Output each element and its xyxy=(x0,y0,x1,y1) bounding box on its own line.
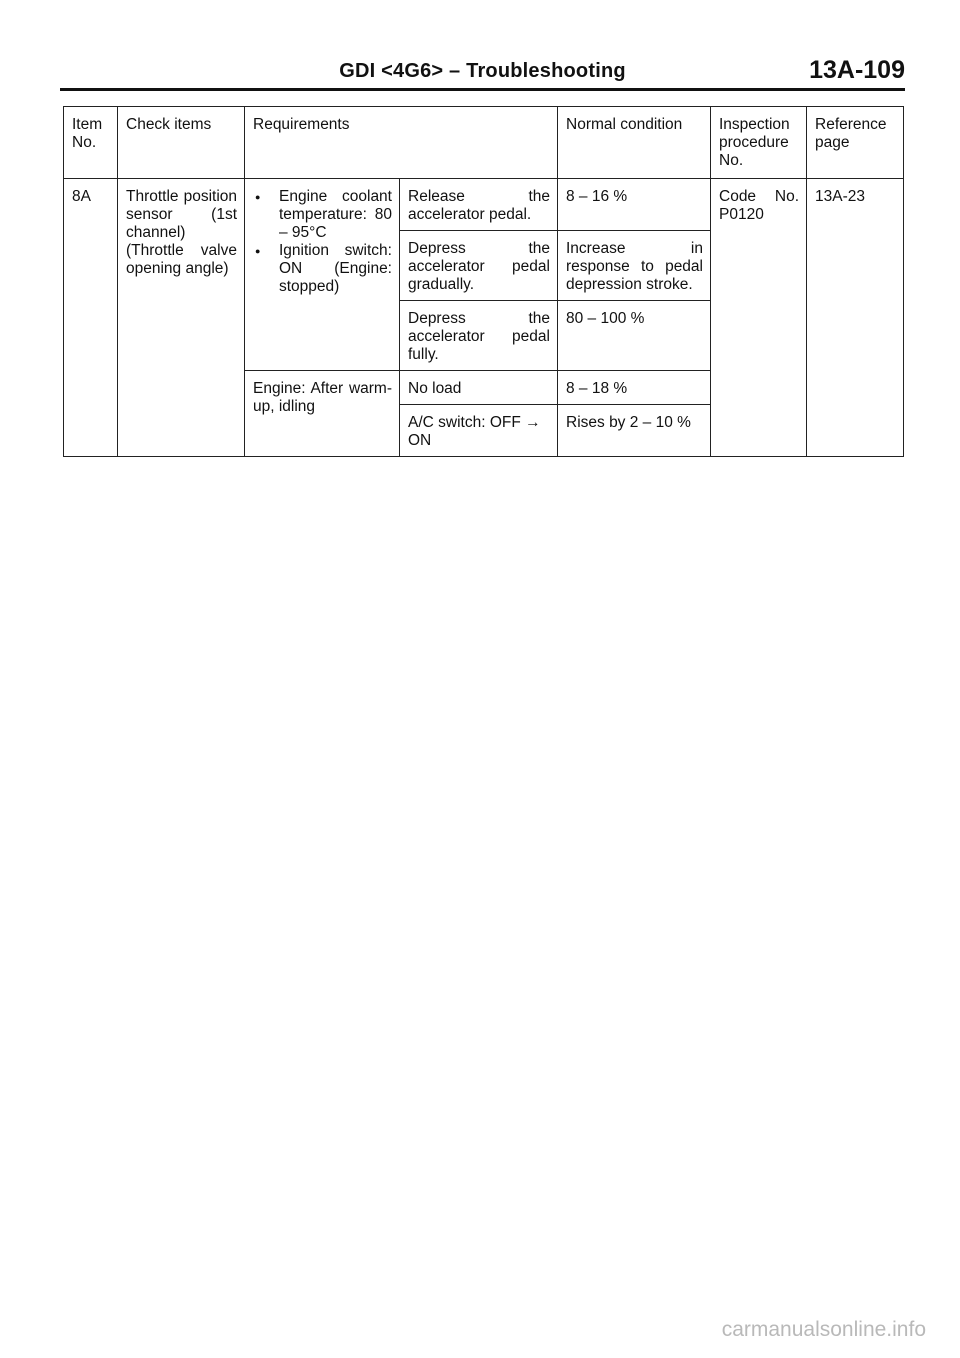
normal-cell: Increase in response to pedal depression stroke. xyxy=(558,231,711,301)
troubleshooting-table xyxy=(63,106,904,457)
requirements-cell xyxy=(245,179,400,371)
inspection-procedure-cell: Code No. P0120 xyxy=(711,179,807,457)
header-requirements: Requirements xyxy=(245,107,558,179)
right-arrow-icon: → xyxy=(525,414,541,431)
header-rule xyxy=(60,88,905,91)
engine-requirement-cell: Engine: After warm-up, idling xyxy=(245,371,400,457)
requirement-item: ● Ignition switch: ON (Engine: stopped) xyxy=(253,242,392,296)
ac-switch-on-text: ON xyxy=(408,432,432,449)
item-no-cell: 8A xyxy=(64,179,118,457)
normal-cell: Rises by 2 – 10 % xyxy=(558,405,711,457)
normal-cell: 8 – 16 % xyxy=(558,179,711,231)
header-normal-condition: Normal condition xyxy=(558,107,711,179)
watermark: carmanualsonline.info xyxy=(721,1318,926,1341)
page-number: 13A-109 xyxy=(809,56,905,84)
ac-switch-text: A/C switch: OFF xyxy=(408,414,521,431)
page-title: GDI <4G6> – Troubleshooting xyxy=(339,60,626,82)
table-header-row xyxy=(64,107,904,179)
condition-cell: Release the accelerator pedal. xyxy=(400,179,558,231)
normal-cell: 80 – 100 % xyxy=(558,301,711,371)
page-header xyxy=(60,56,905,90)
normal-cell: 8 – 18 % xyxy=(558,371,711,405)
header-item-no: Item No. xyxy=(64,107,118,179)
condition-cell: Depress the accelerator pedal fully. xyxy=(400,301,558,371)
header-inspection-procedure: Inspection procedure No. xyxy=(711,107,807,179)
requirements-list xyxy=(253,188,392,296)
header-check-items: Check items xyxy=(118,107,245,179)
header-reference-page: Reference page xyxy=(807,107,904,179)
condition-cell: No load xyxy=(400,371,558,405)
check-item-cell: Throttle position sensor (1st channel) (Throttle valve opening angle) xyxy=(118,179,245,457)
reference-page-cell: 13A-23 xyxy=(807,179,904,457)
table-row xyxy=(64,179,904,231)
condition-cell xyxy=(400,405,558,457)
condition-cell: Depress the accelerator pedal gradually. xyxy=(400,231,558,301)
requirement-item: ● Engine coolant temperature: 80 – 95°C xyxy=(253,188,392,242)
